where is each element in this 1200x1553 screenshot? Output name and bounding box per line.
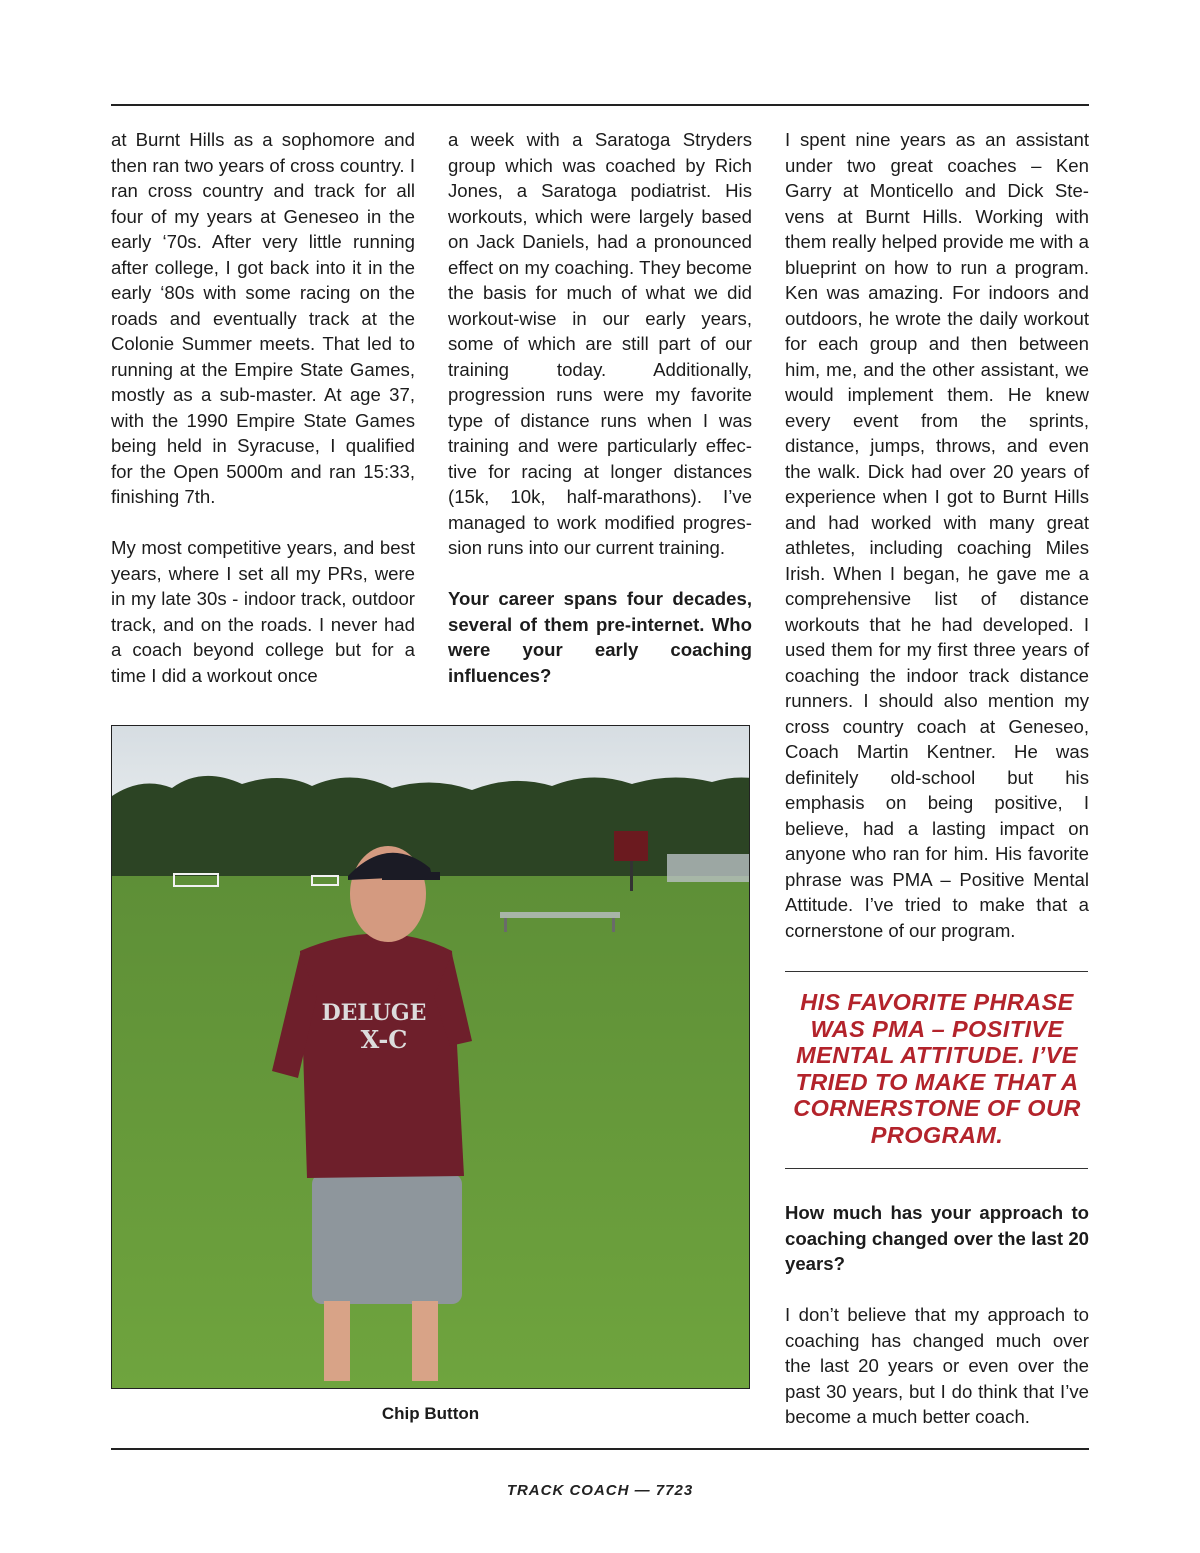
pull-quote-top-rule bbox=[785, 971, 1088, 972]
page-footer: TRACK COACH — 7723 bbox=[506, 1482, 694, 1499]
fence bbox=[667, 854, 750, 882]
interview-question: How much has your approach to coaching changed over the last 20 years? bbox=[785, 1202, 1089, 1274]
paragraph: I spent nine years as an assistant under two great coaches – Ken Garry at Monticello and Dick Stevens at Burnt Hills. Working with them really helped provide me with a blueprint on how to run a program. Ken was amazing. For indoors and outdoors, he wrote the daily workout for each group and then between him, me, and the other assistant, we would implement them. He knew every event from the sprints, distance, jumps, throws, and even the walk. Dick had over 20 years of experience when I got to Burnt Hills and had worked with many great athletes, including coaching Miles Irish. When I began, he gave me a comprehensive list of distance workouts that he had developed. I used them for my first three years of coaching the indoor track distance runners. I should also mention my cross country coach at Geneseo, Coach Martin Kentner. He was definitely old-school but his emphasis on being positive, I believe, had a lasting impact on anyone who ran for him. His favorite phrase was PMA – Positive Mental Attitude. I’ve tried to make that a cornerstone of our program. bbox=[785, 129, 1089, 941]
paragraph: I don’t believe that my approach to coaching has changed much over the last 20 years or even over the past 30 years, but I do think that I’ve become a much better coach. bbox=[785, 1304, 1089, 1427]
paragraph: at Burnt Hills as a sophomore and then ran two years of cross country. I ran cross country and track for all four of my years at Geneseo in the early ‘70s. After very little running after college, I got back into it in the early ‘80s with some racing on the roads and eventually track at the Colonie Summer meets. That led to running at the Empire State Games, mostly as a sub-master. At age 37, with the 1990 Empire State Games being held in Syracuse, I qualified for the Open 5000m and ran 15:33, finishing 7th. bbox=[111, 129, 415, 507]
pull-quote-bottom-rule bbox=[785, 1168, 1088, 1169]
tree-line bbox=[112, 776, 750, 886]
column-3-continued bbox=[785, 1200, 1089, 1455]
pull-quote: HIS FAVORITE PHRASE WAS PMA – POSITIVE MENTAL ATTITUDE. I’VE TRIED TO MAKE THAT A CORNERSTONE OF OUR PROGRAM. bbox=[793, 989, 1081, 1148]
coach-photo bbox=[111, 725, 750, 1389]
column-2 bbox=[448, 127, 752, 714]
column-3 bbox=[785, 127, 1089, 969]
shirt-lettering: X-C bbox=[360, 1025, 408, 1054]
photo-caption: Chip Button bbox=[381, 1404, 480, 1423]
scoreboard bbox=[614, 831, 648, 861]
column-1 bbox=[111, 127, 415, 714]
shirt-lettering: DELUGE bbox=[321, 1000, 427, 1026]
bottom-rule bbox=[111, 1448, 1089, 1450]
interview-question: Your career spans four decades, several of them pre-internet. Who were your early coaching influences? bbox=[448, 588, 752, 686]
paragraph: a week with a Saratoga Stryders group which was coached by Rich Jones, a Saratoga podiatrist. His workouts, which were largely based on Jack Daniels, had a pronounced effect on my coaching. They become the basis for much of what we did workout-wise in our early years, some of which are still part of our training today. Additionally, progression runs were my favorite type of distance runs when I was training and were particularly effective for racing at longer distances (15k, 10k, half-marathons). I’ve managed to work modified progression runs into our current training. bbox=[448, 129, 752, 558]
top-rule bbox=[111, 104, 1089, 106]
paragraph: My most competitive years, and best years, where I set all my PRs, were in my late 30s - indoor track, outdoor track, and on the roads. I never had a coach beyond college but for a time I did a workout once bbox=[111, 537, 415, 686]
